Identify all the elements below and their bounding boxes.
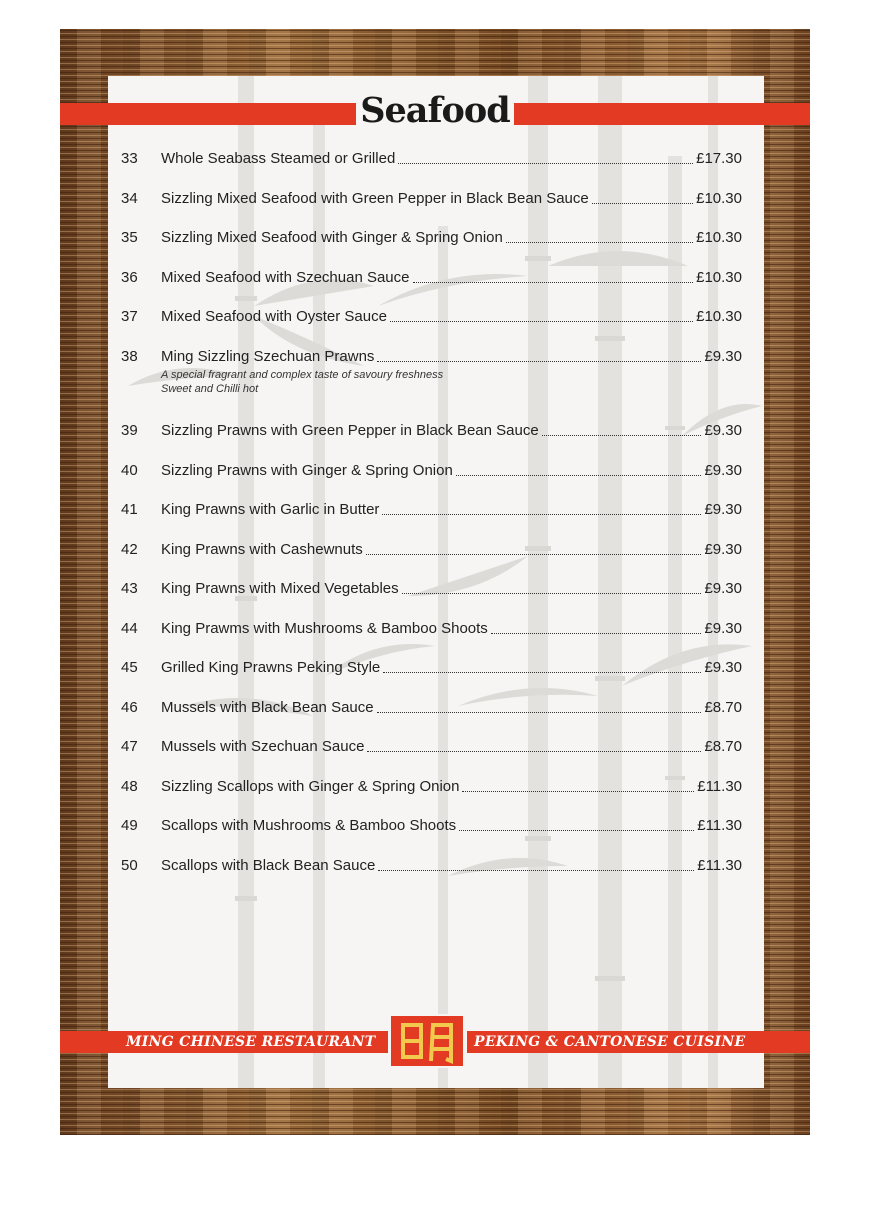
item-price: £9.30 bbox=[704, 501, 742, 518]
item-name: Scallops with Mushrooms & Bamboo Shoots bbox=[161, 817, 457, 834]
cuisine-tagline: PEKING & CANTONESE CUISINE bbox=[474, 1034, 746, 1050]
item-price: £9.30 bbox=[704, 422, 742, 439]
item-price: £8.70 bbox=[704, 738, 742, 755]
dot-leader bbox=[462, 790, 694, 792]
menu-item-43 bbox=[121, 578, 742, 600]
item-number: 38 bbox=[121, 347, 138, 365]
item-number: 35 bbox=[121, 229, 138, 246]
page-title: Seafood bbox=[360, 90, 510, 131]
item-price: £10.30 bbox=[696, 268, 742, 286]
item-name: Scallops with Black Bean Sauce bbox=[161, 856, 376, 874]
item-name: Grilled King Prawns Peking Style bbox=[161, 659, 381, 676]
menu-item-45 bbox=[121, 657, 742, 679]
dot-leader bbox=[366, 553, 702, 555]
menu-item-33 bbox=[121, 148, 742, 170]
title-band-right bbox=[514, 103, 810, 125]
dot-leader bbox=[542, 434, 702, 436]
menu-item-44 bbox=[121, 618, 742, 640]
item-name: Mixed Seafood with Oyster Sauce bbox=[161, 308, 387, 325]
item-name: King Prawns with Cashewnuts bbox=[161, 540, 363, 558]
item-price: £9.30 bbox=[704, 461, 742, 479]
dot-leader bbox=[390, 320, 693, 322]
item-number: 40 bbox=[121, 461, 138, 479]
item-name: King Prawms with Mushrooms & Bamboo Shoots bbox=[161, 619, 488, 637]
menu-item-42 bbox=[121, 539, 742, 561]
menu-item-35 bbox=[121, 227, 742, 249]
item-number: 37 bbox=[121, 308, 138, 325]
dot-leader bbox=[456, 474, 702, 476]
item-description: A special fragrant and complex taste of savoury freshness bbox=[161, 368, 444, 381]
item-price: £9.30 bbox=[704, 619, 742, 637]
item-price: £9.30 bbox=[704, 347, 742, 365]
item-number: 36 bbox=[121, 268, 138, 286]
menu-item-36 bbox=[121, 267, 742, 289]
menu-item-38 bbox=[121, 346, 742, 396]
title-band-left bbox=[60, 103, 356, 125]
item-name: Mussels with Black Bean Sauce bbox=[161, 698, 374, 716]
menu-item-37 bbox=[121, 306, 742, 328]
item-description: Sweet and Chilli hot bbox=[161, 382, 259, 395]
item-number: 49 bbox=[121, 817, 138, 834]
item-number: 50 bbox=[121, 856, 138, 874]
dot-leader bbox=[377, 360, 701, 362]
ming-character-icon bbox=[391, 1016, 463, 1066]
dot-leader bbox=[367, 750, 701, 752]
item-name: King Prawns with Mixed Vegetables bbox=[161, 580, 399, 597]
item-number: 45 bbox=[121, 659, 138, 676]
menu-item-48 bbox=[121, 776, 742, 798]
item-number: 47 bbox=[121, 738, 138, 755]
item-number: 41 bbox=[121, 501, 138, 518]
item-price: £11.30 bbox=[697, 817, 742, 834]
dot-leader bbox=[378, 869, 694, 871]
item-name: Whole Seabass Steamed or Grilled bbox=[161, 150, 396, 167]
item-name: Sizzling Prawns with Green Pepper in Black Bean Sauce bbox=[161, 422, 539, 439]
menu-item-39 bbox=[121, 420, 742, 442]
item-number: 39 bbox=[121, 422, 138, 439]
restaurant-name: MING CHINESE RESTAURANT bbox=[126, 1034, 376, 1050]
dot-leader bbox=[382, 513, 701, 515]
dot-leader bbox=[592, 202, 693, 204]
item-number: 42 bbox=[121, 540, 138, 558]
menu-item-34 bbox=[121, 188, 742, 210]
restaurant-logo bbox=[389, 1014, 465, 1068]
item-price: £10.30 bbox=[696, 308, 742, 325]
item-price: £11.30 bbox=[697, 856, 742, 874]
menu-item-50 bbox=[121, 855, 742, 877]
menu-item-47 bbox=[121, 736, 742, 758]
menu-item-49 bbox=[121, 815, 742, 837]
item-name: Ming Sizzling Szechuan Prawns bbox=[161, 347, 375, 365]
item-name: Sizzling Mixed Seafood with Green Pepper in Black Bean Sauce bbox=[161, 189, 589, 207]
item-name: Sizzling Prawns with Ginger & Spring Onion bbox=[161, 461, 453, 479]
dot-leader bbox=[413, 281, 694, 283]
item-number: 33 bbox=[121, 150, 138, 167]
menu-item-46 bbox=[121, 697, 742, 719]
item-name: Sizzling Scallops with Ginger & Spring Onion bbox=[161, 777, 460, 795]
item-name: Sizzling Mixed Seafood with Ginger & Spring Onion bbox=[161, 229, 503, 246]
menu-item-40 bbox=[121, 460, 742, 482]
item-price: £9.30 bbox=[704, 659, 742, 676]
item-number: 43 bbox=[121, 580, 138, 597]
item-number: 46 bbox=[121, 698, 138, 716]
item-name: King Prawns with Garlic in Butter bbox=[161, 501, 380, 518]
item-price: £10.30 bbox=[696, 229, 742, 246]
dot-leader bbox=[383, 671, 701, 673]
item-number: 44 bbox=[121, 619, 138, 637]
item-price: £9.30 bbox=[704, 540, 742, 558]
dot-leader bbox=[402, 592, 702, 594]
dot-leader bbox=[377, 711, 702, 713]
item-price: £8.70 bbox=[704, 698, 742, 716]
item-price: £9.30 bbox=[704, 580, 742, 597]
dot-leader bbox=[459, 829, 694, 831]
item-name: Mussels with Szechuan Sauce bbox=[161, 738, 365, 755]
item-number: 48 bbox=[121, 777, 138, 795]
item-price: £10.30 bbox=[696, 189, 742, 207]
menu-item-41 bbox=[121, 499, 742, 521]
item-number: 34 bbox=[121, 189, 138, 207]
item-name: Mixed Seafood with Szechuan Sauce bbox=[161, 268, 410, 286]
dot-leader bbox=[506, 241, 693, 243]
dot-leader bbox=[491, 632, 702, 634]
item-price: £11.30 bbox=[697, 777, 742, 795]
dot-leader bbox=[398, 162, 693, 164]
item-price: £17.30 bbox=[696, 150, 742, 167]
